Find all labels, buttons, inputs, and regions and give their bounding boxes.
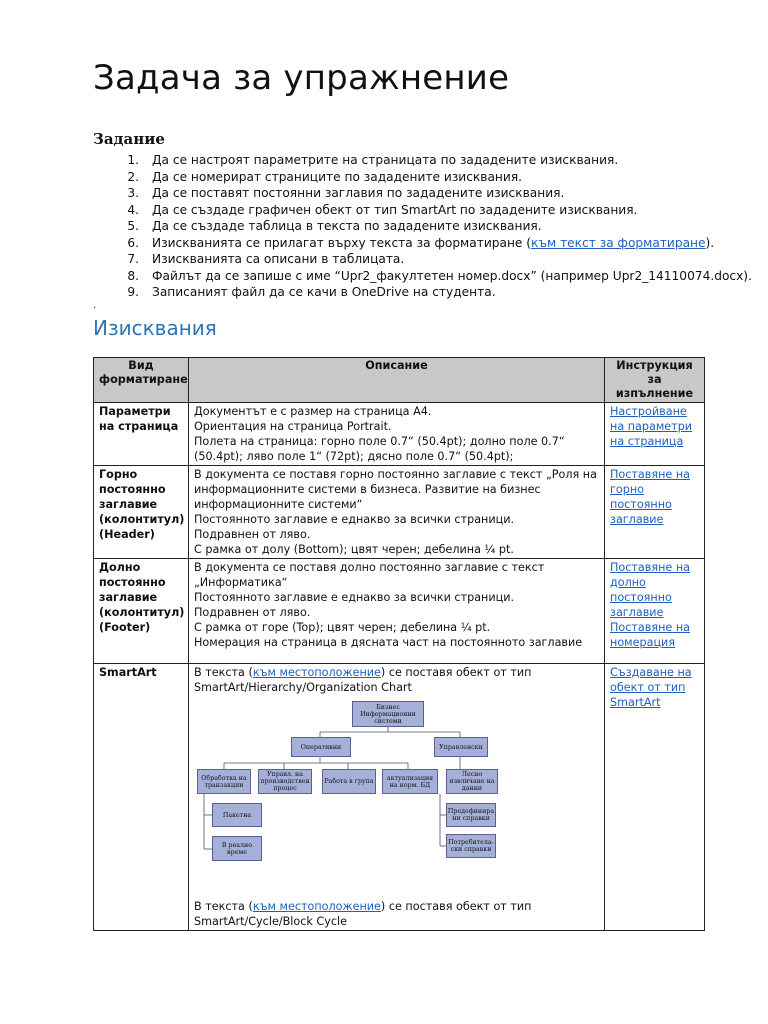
stray-dot: .	[93, 300, 97, 311]
instruction-cell	[605, 664, 705, 931]
org-node-db-update: актуализация на норм. БД	[382, 769, 438, 794]
header-cell: Инструкция за изпълнение	[605, 358, 705, 403]
org-node-data-extraction: Лесно извличане на данни	[446, 769, 498, 794]
desc-cell: Документът е с размер на страница А4. Ориентация на страница Portrait. Полета на страница: горно поле 0.7“ (50.4pt); долно поле 0.7“ (50.4pt); ляво поле 1“ (72pt); дясно поле 0.7“ (50.4pt);	[189, 403, 605, 466]
org-node-group-work: Работа в група	[322, 769, 376, 794]
header-cell: Описание	[189, 358, 605, 403]
requirements-table	[93, 357, 705, 931]
org-chart	[194, 701, 534, 881]
task-list	[112, 152, 752, 301]
list-item: 3. Да се поставят постоянни заглавия по зададените изисквания.	[127, 186, 565, 200]
instruction-cell	[605, 466, 705, 559]
list-item: 4. Да се създаде графичен обект от тип SmartArt по зададените изисквания.	[127, 202, 638, 217]
location-link[interactable]: към местоположение	[252, 900, 381, 913]
page-title: Задача за упражнение	[93, 58, 510, 98]
org-node-batch: Пакетна	[212, 803, 262, 827]
org-node-transactions: Обработка на транзакции	[197, 769, 251, 794]
desc-cell: В документа се поставя горно постоянно заглавие с текст „Роля на информационните системи в бизнеса. Развитие на бизнес информационните системи“ Постоянното заглавие е еднакво за всички страници. Подравнен от ляво. С рамка от долу (Bottom); цвят черен; дебелина ¼ pt.	[189, 466, 605, 559]
header-instruction-link[interactable]: Поставяне на горно постоянно заглавие	[610, 468, 691, 526]
kind-cell: Параметри на страница	[94, 403, 189, 466]
list-item: 5. Да се създаде таблица в текста по зададените изисквания.	[127, 219, 542, 233]
page-setup-link[interactable]: Настройване на параметри на страница	[610, 405, 693, 448]
header-cell: Вид форматиране	[94, 358, 189, 403]
org-node-operational: Оперативни	[291, 737, 351, 757]
list-item: 2. Да се номерират страниците по зададените изисквания.	[127, 169, 523, 184]
kind-cell: Долно постоянно заглавие (колонтитул) (Footer)	[94, 559, 189, 664]
list-item: 1. Да се настроят параметрите на страницата по зададените изисквания.	[127, 153, 619, 167]
org-node-realtime: В реално време	[212, 836, 262, 861]
table-header-row	[94, 358, 705, 403]
table-row	[94, 664, 705, 931]
instruction-cell	[605, 559, 705, 664]
list-item: 6. Изискванията се прилагат върху текста за форматиране (към текст за форматиране).	[127, 235, 715, 250]
org-node-predefined-reports: Предефинира ни справки	[446, 803, 496, 827]
table-row	[94, 466, 705, 559]
org-node-production: Управл. на производствен процес	[258, 769, 312, 794]
kind-cell: SmartArt	[94, 664, 189, 931]
footer-instruction-link[interactable]: Поставяне на долно постоянно заглавие	[610, 561, 691, 619]
org-node-root: Бизнес Информационни системи	[352, 701, 424, 727]
instruction-cell	[605, 403, 705, 466]
format-text-link[interactable]: към текст за форматиране	[531, 235, 706, 250]
smartart-instruction-link[interactable]: Създаване на обект от тип SmartArt	[610, 666, 692, 709]
list-item: 7. Изискванията са описани в таблицата.	[127, 252, 405, 266]
kind-cell: Горно постоянно заглавие (колонтитул) (Header)	[94, 466, 189, 559]
requirements-heading: Изисквания	[93, 316, 217, 340]
table-row	[94, 559, 705, 664]
desc-cell: В текста (към местоположение) се поставя обект от тип SmartArt/Hierarchy/Organization Chart Бизнес Информационни системи Оперативни Управленски Обработка на транзакции Управл. на производствен процес Работа в група актуализация на норм. БД Пакетна В реално време Лесно извличане на данни Предефинира ни справки Потребитела-ски справки В текста (към местоположение) се поставя обект от тип SmartArt/Cycle/Block Cycle	[189, 664, 605, 931]
list-item: 9. Записаният файл да се качи в OneDrive на студента.	[127, 285, 496, 299]
desc-cell: В документа се поставя долно постоянно заглавие с текст „Информатика“ Постоянното заглавие е еднакво за всички страници. Подравнен от ляво. С рамка от горе (Top); цвят черен; дебелина ¼ pt. Номерация на страница в дясната част на постоянното заглавие	[189, 559, 605, 664]
org-node-managerial: Управленски	[434, 737, 488, 757]
list-item: 8. Файлът да се запише с име “Upr2_факултетен номер.docx” (например Upr2_14110074.docx).	[127, 268, 752, 283]
table-row	[94, 403, 705, 466]
task-heading: Задание	[93, 130, 165, 148]
numbering-instruction-link[interactable]: Поставяне на номерация	[610, 621, 691, 649]
location-link[interactable]: към местоположение	[252, 666, 381, 679]
org-node-user-reports: Потребитела-ски справки	[446, 834, 496, 858]
